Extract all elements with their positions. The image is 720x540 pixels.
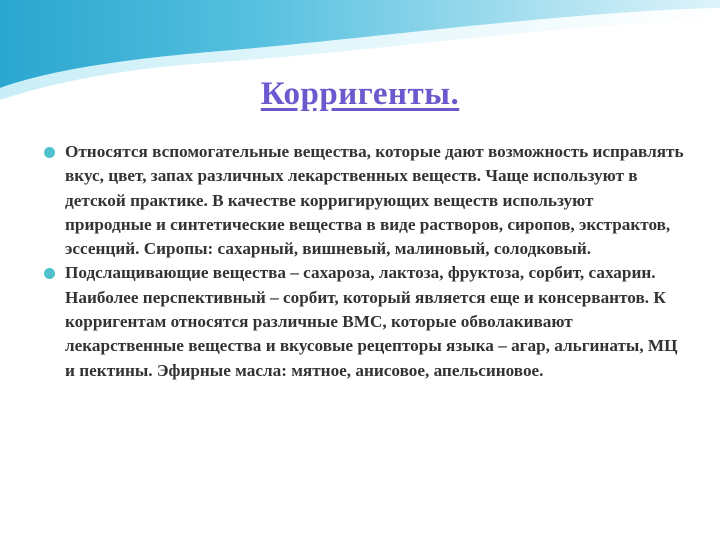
bullet-item-1 xyxy=(44,140,684,261)
bullet-list xyxy=(44,140,684,383)
bullet-dot-icon xyxy=(44,147,55,158)
bullet-text-1: Относятся вспомогательные вещества, которые дают возможность исправлять вкус, цвет, запах различных лекарственных веществ. Чаще используют в детской практике. В качестве корригирующих веществ используют природные и синтетические вещества в виде растворов, сиропов, экстрактов, эссенций. Сиропы: сахарный, вишневый, малиновый, солодковый. xyxy=(65,142,684,259)
slide-title: Корригенты. xyxy=(260,76,460,112)
bullet-text-2: Подслащивающие вещества – сахароза, лактоза, фруктоза, сорбит, сахарин. Наиболее перспективный – сорбит, который является еще и консервантов. К корригентам относятся различные ВМС, которые обволакивают лекарственные вещества и вкусовые рецепторы языка – агар, альгинаты, МЦ и пектины. Эфирные масла: мятное, анисовое, апельсиновое. xyxy=(65,263,678,380)
bullet-dot-icon xyxy=(44,268,55,279)
bullet-item-2 xyxy=(44,261,684,382)
